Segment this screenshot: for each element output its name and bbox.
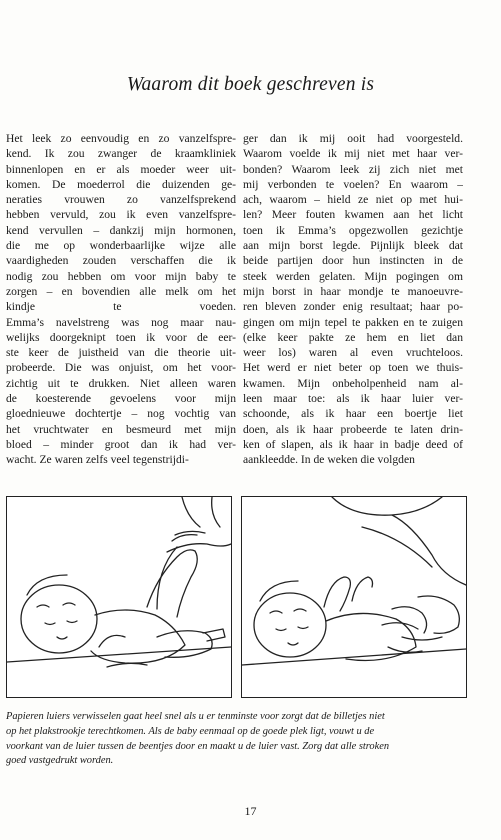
text-line: schoonde, als ik haar een boertje liet — [243, 407, 463, 421]
text-line: welijks doorgeknipt toen ik voor de eer- — [6, 330, 236, 344]
text-line: mijn borst in haar mondje te manoeuvre- — [243, 284, 463, 298]
text-line: (elke keer pakte ze hem en liet dan — [243, 330, 463, 344]
text-line: doen, als ik haar probeerde te laten drin- — [243, 422, 463, 436]
text-line: bonden? Waarom leek zij zich niet met — [243, 162, 463, 176]
text-line: Emma’s navelstreng was nog maar nau- — [6, 315, 236, 329]
text-line: mij verbonden te voelen? En waarom – — [243, 177, 463, 191]
chapter-title: Waarom dit boek geschreven is — [126, 74, 375, 95]
text-line: het vruchtwater en besmeurd met mijn — [6, 422, 236, 436]
text-line: Het leek zo eenvoudig en zo vanzelfspre- — [6, 132, 236, 145]
text-line: gingen om mijn tepel te pakken en te zuigen — [243, 315, 463, 329]
text-line: aankleedde. In de weken die volgden — [243, 453, 415, 467]
text-line: gloednieuwe dochtertje – nog vochtig van — [6, 407, 236, 421]
text-line: toen ik Emma’s opgezwollen gezichtje — [243, 223, 463, 237]
text-line: die me op wonderbaarlijke wijze alle — [6, 239, 236, 253]
text-line: de koesterende gevoelens voor mijn — [6, 392, 236, 406]
text-line: ken of slapen, als ik haar in badje deed of — [243, 437, 463, 451]
text-line: Papieren luiers verwisselen gaat heel snel als u er tenminste voor zorgt dat de billetjes niet — [6, 711, 385, 722]
text-line: probeerde. Die was onjuist, om het voor- — [6, 361, 236, 375]
text-line: kindje te voeden. — [6, 300, 236, 314]
text-line: zichtig uit te drukken. Niet alleen waren — [6, 376, 236, 390]
text-line: vaardigheden zouden verschaffen die ik — [6, 254, 236, 268]
text-line: kend vervullen – dankzij mijn hormonen, — [6, 223, 236, 237]
text-line: Waarom voelde ik mij niet met haar ver- — [243, 147, 463, 161]
text-line: goed vastgedrukt worden. — [6, 755, 114, 767]
text-line: zorgen – en bovendien alle melk om het — [6, 284, 236, 298]
page-number: 17 — [244, 804, 257, 818]
text-line: ger dan ik mij ooit had voorgesteld. — [243, 132, 463, 145]
text-line: kwamen. Mijn onbeholpenheid nam al- — [243, 376, 463, 390]
text-line: komen. De moederrol die duizenden ge- — [6, 177, 236, 191]
text-column-left — [6, 131, 236, 468]
text-line: binnenlopen en er als moeder weer uit- — [6, 162, 236, 176]
text-line: hebben vervuld, zou ik even vanzelfspre- — [6, 208, 236, 222]
illustration-diaper-step-2 — [241, 496, 467, 698]
text-line: weer los) waren al even vruchteloos. — [243, 346, 463, 360]
text-line: ste keer de juistheid van die theorie uit- — [6, 346, 236, 360]
text-line: bloed – minder groot dan ik had ver- — [6, 437, 236, 451]
text-line: wacht. Ze waren zelfs veel tegenstrijdi- — [6, 453, 189, 467]
text-line: ren bleven zonder enig resultaat; haar po- — [243, 300, 463, 314]
text-line: beide partijen door hun instincten in de — [243, 254, 463, 268]
text-line: ach, waarom – hield ze niet op met hui- — [243, 193, 463, 207]
text-line: len? Meer fouten kwamen aan het licht — [243, 208, 463, 222]
text-line: aan mijn borst legde. Pijnlijk bleek dat — [243, 239, 463, 253]
figure-caption — [6, 710, 461, 769]
text-line: leen maar toe: als ik haar luier ver- — [243, 392, 463, 406]
text-line: Het werd er niet beter op toen we thuis- — [243, 361, 463, 375]
text-line: nodig zou hebben om voor mijn baby te — [6, 269, 236, 283]
text-line: steek werden gelaten. Mijn pogingen om — [243, 269, 463, 283]
text-line: voorkant van de luier tussen de beentjes door en maakt u de luier vast. Zorg dat alle stroken — [6, 740, 390, 752]
text-line: kend. Ik zou zwanger de kraamkliniek — [6, 147, 236, 161]
text-line: neraties vrouwen zo vanzelfsprekend — [6, 193, 236, 207]
illustrations — [6, 496, 466, 696]
text-column-right — [243, 131, 463, 468]
illustration-diaper-step-1 — [6, 496, 232, 698]
text-line: op het plakstrookje terechtkomen. Als de baby eenmaal op de goede plek ligt, vouwt u de — [6, 725, 375, 737]
